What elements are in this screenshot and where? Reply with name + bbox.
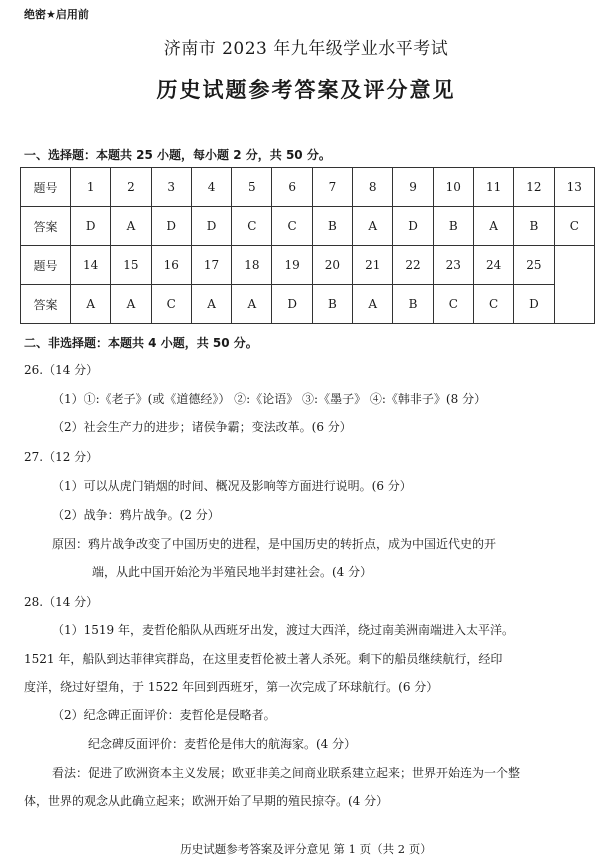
question-number: 2 — [111, 168, 151, 207]
answer-cell: D — [151, 207, 191, 246]
q28-answer-2-cont: 纪念碑反面评价：麦哲伦是伟大的航海家。(4 分） — [88, 737, 357, 751]
question-number: 14 — [71, 246, 111, 285]
q26-answer-1: （1）①:《老子》(或《道德经》） ②:《论语》 ③:《墨子》 ④:《韩非子》(8 分） — [52, 392, 487, 406]
q28-answer-1: （1）1519 年，麦哲伦船队从西班牙出发，渡过大西洋，绕过南美洲南端进入太平洋。 — [52, 623, 514, 637]
empty-cell — [554, 246, 594, 324]
q28-answer-3: 看法：促进了欧洲资本主义发展；欧亚非美之间商业联系建立起来；世界开始连为一个整 — [52, 766, 521, 780]
question-number: 9 — [393, 168, 433, 207]
answer-cell: B — [514, 207, 554, 246]
question-number: 19 — [272, 246, 312, 285]
answer-cell: D — [514, 285, 554, 324]
question-number: 10 — [433, 168, 473, 207]
section2-heading: 二、非选择题：本题共 4 小题，共 50 分。 — [24, 336, 258, 350]
row-label-answer: 答案 — [21, 285, 71, 324]
row-label-question: 题号 — [21, 246, 71, 285]
answer-cell: A — [71, 285, 111, 324]
question-number: 1 — [71, 168, 111, 207]
q28-title: 28.（14 分） — [24, 595, 99, 609]
question-number: 24 — [473, 246, 513, 285]
q27-title: 27.（12 分） — [24, 450, 99, 464]
q27-answer-3: 原因：鸦片战争改变了中国历史的进程，是中国历史的转折点，成为中国近代史的开 — [52, 537, 497, 551]
question-number: 6 — [272, 168, 312, 207]
q28-answer-1-cont: 1521 年，船队到达菲律宾群岛，在这里麦哲伦被土著人杀死。剩下的船员继续航行，经印 — [24, 652, 503, 666]
answer-cell: B — [312, 285, 352, 324]
q26-answer-2: （2）社会生产力的进步；诸侯争霸；变法改革。(6 分） — [52, 420, 352, 434]
question-number: 23 — [433, 246, 473, 285]
question-number: 11 — [473, 168, 513, 207]
answer-table — [20, 167, 595, 324]
question-number: 17 — [191, 246, 231, 285]
section1-heading: 一、选择题：本题共 25 小题，每小题 2 分，共 50 分。 — [24, 148, 331, 162]
question-number: 18 — [232, 246, 272, 285]
table-row — [21, 168, 595, 207]
answer-cell: B — [433, 207, 473, 246]
question-number: 21 — [353, 246, 393, 285]
table-row — [21, 246, 595, 285]
answer-cell: A — [191, 285, 231, 324]
question-number: 4 — [191, 168, 231, 207]
answer-cell: A — [473, 207, 513, 246]
row-label-answer: 答案 — [21, 207, 71, 246]
q28-answer-1-cont2: 度洋，绕过好望角，于 1522 年回到西班牙，第一次完成了环球航行。(6 分） — [24, 680, 439, 694]
question-number: 13 — [554, 168, 594, 207]
answer-cell: D — [272, 285, 312, 324]
q28-answer-3-cont: 体，世界的观念从此确立起来；欧洲开始了早期的殖民掠夺。(4 分） — [24, 794, 389, 808]
answer-cell: A — [353, 207, 393, 246]
page-footer: 历史试题参考答案及评分意见 第 1 页（共 2 页） — [180, 842, 432, 856]
answer-cell: C — [473, 285, 513, 324]
table-row — [21, 207, 595, 246]
question-number: 7 — [312, 168, 352, 207]
question-number: 15 — [111, 246, 151, 285]
answer-cell: C — [554, 207, 594, 246]
page-title: 历史试题参考答案及评分意见 — [156, 78, 456, 102]
answer-cell: C — [232, 207, 272, 246]
answer-cell: C — [433, 285, 473, 324]
answer-cell: D — [71, 207, 111, 246]
question-number: 25 — [514, 246, 554, 285]
answer-cell: C — [151, 285, 191, 324]
answer-cell: A — [111, 285, 151, 324]
exam-title: 济南市 2023 年九年级学业水平考试 — [163, 39, 449, 59]
question-number: 3 — [151, 168, 191, 207]
answer-cell: B — [393, 285, 433, 324]
confidential-label: 绝密★启用前 — [24, 8, 89, 21]
question-number: 5 — [232, 168, 272, 207]
q27-answer-2: （2）战争：鸦片战争。(2 分） — [52, 508, 220, 522]
answer-cell: A — [232, 285, 272, 324]
question-number: 20 — [312, 246, 352, 285]
q28-answer-2: （2）纪念碑正面评价：麦哲伦是侵略者。 — [52, 708, 276, 722]
q26-title: 26.（14 分） — [24, 363, 99, 377]
answer-cell: A — [353, 285, 393, 324]
question-number: 22 — [393, 246, 433, 285]
question-number: 12 — [514, 168, 554, 207]
answer-cell: D — [191, 207, 231, 246]
answer-cell: A — [111, 207, 151, 246]
row-label-question: 题号 — [21, 168, 71, 207]
table-row — [21, 285, 595, 324]
question-number: 8 — [353, 168, 393, 207]
answer-cell: B — [312, 207, 352, 246]
answer-cell: C — [272, 207, 312, 246]
q27-answer-3-cont: 端，从此中国开始沦为半殖民地半封建社会。(4 分） — [92, 565, 373, 579]
answer-cell: D — [393, 207, 433, 246]
q27-answer-1: （1）可以从虎门销烟的时间、概况及影响等方面进行说明。(6 分） — [52, 479, 412, 493]
question-number: 16 — [151, 246, 191, 285]
